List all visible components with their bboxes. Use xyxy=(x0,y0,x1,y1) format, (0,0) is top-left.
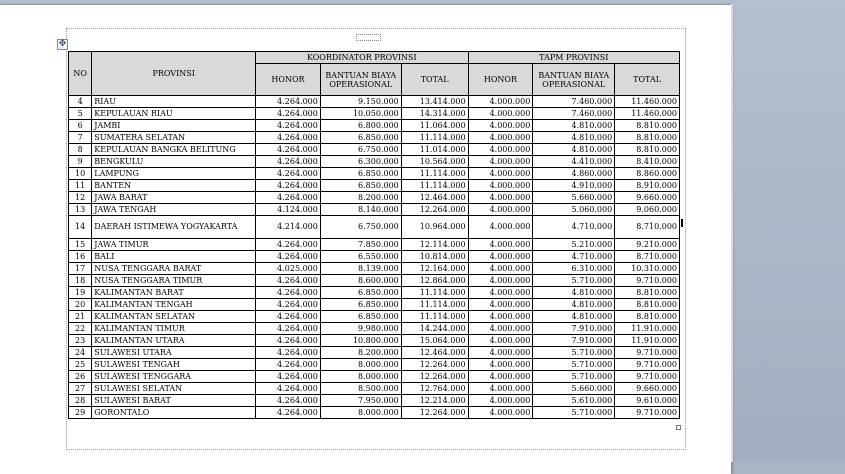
cell-total1[interactable]: 14.314.000 xyxy=(401,108,468,120)
cell-honor2[interactable]: 4.000.000 xyxy=(468,347,533,359)
cell-no[interactable]: 28 xyxy=(69,395,92,407)
table-row xyxy=(69,251,680,263)
table-move-handle-icon[interactable]: ✥ xyxy=(58,39,67,49)
cell-bantuan1[interactable]: 6.800.000 xyxy=(320,120,401,132)
cell-no[interactable]: 4 xyxy=(69,96,92,108)
cell-bantuan2[interactable]: 4.810.000 xyxy=(533,132,615,144)
cell-no[interactable]: 8 xyxy=(69,144,92,156)
cell-honor1[interactable]: 4.264.000 xyxy=(256,96,321,108)
cell-provinsi[interactable]: BALI xyxy=(92,251,256,263)
table-row xyxy=(69,132,680,144)
cell-bantuan1[interactable]: 7.850.000 xyxy=(320,239,401,251)
cell-no[interactable]: 20 xyxy=(69,299,92,311)
cell-honor2[interactable]: 4.000.000 xyxy=(468,204,533,216)
cell-honor1[interactable]: 4.264.000 xyxy=(256,359,321,371)
cell-provinsi[interactable]: SULAWESI UTARA xyxy=(92,347,256,359)
cell-bantuan2[interactable]: 4.410.000 xyxy=(533,156,615,168)
cell-honor1[interactable]: 4.264.000 xyxy=(256,144,321,156)
cell-total1[interactable]: 14.244.000 xyxy=(401,323,468,335)
cell-honor1[interactable]: 4.025.000 xyxy=(256,263,321,275)
cell-provinsi[interactable]: JAWA BARAT xyxy=(92,192,256,204)
cell-honor1[interactable]: 4.264.000 xyxy=(256,407,321,419)
cell-provinsi[interactable]: JAWA TIMUR xyxy=(92,239,256,251)
table-row xyxy=(69,383,680,395)
table-row xyxy=(69,275,680,287)
cell-bantuan1[interactable]: 8.000.000 xyxy=(320,407,401,419)
cell-honor2[interactable]: 4.000.000 xyxy=(468,299,533,311)
cell-no[interactable]: 10 xyxy=(69,168,92,180)
cell-honor2[interactable]: 4.000.000 xyxy=(468,120,533,132)
cell-bantuan1[interactable]: 8.600.000 xyxy=(320,275,401,287)
cell-provinsi[interactable]: BENGKULU xyxy=(92,156,256,168)
table-row xyxy=(69,323,680,335)
cell-bantuan1[interactable]: 6.850.000 xyxy=(320,180,401,192)
cell-total1[interactable]: 12.264.000 xyxy=(401,359,468,371)
cell-total2[interactable]: 8.810.000 xyxy=(615,120,680,132)
cell-no[interactable]: 26 xyxy=(69,371,92,383)
cell-honor2[interactable]: 4.000.000 xyxy=(468,216,533,239)
cell-bantuan1[interactable]: 9.980.000 xyxy=(320,323,401,335)
cell-total1[interactable]: 12.264.000 xyxy=(401,371,468,383)
cell-honor2[interactable]: 4.000.000 xyxy=(468,132,533,144)
cell-honor1[interactable]: 4.264.000 xyxy=(256,335,321,347)
table-row xyxy=(69,407,680,419)
cell-provinsi[interactable]: KALIMANTAN TENGAH xyxy=(92,299,256,311)
cell-honor1[interactable]: 4.264.000 xyxy=(256,108,321,120)
cell-bantuan2[interactable]: 7.460.000 xyxy=(533,108,615,120)
cell-provinsi[interactable]: KALIMANTAN UTARA xyxy=(92,335,256,347)
cell-provinsi[interactable]: SULAWESI TENGAH xyxy=(92,359,256,371)
cell-bantuan2[interactable]: 5.710.000 xyxy=(533,347,615,359)
cell-honor1[interactable]: 4.264.000 xyxy=(256,323,321,335)
table-row xyxy=(69,335,680,347)
cell-total1[interactable]: 11.114.000 xyxy=(401,180,468,192)
cell-honor2[interactable]: 4.000.000 xyxy=(468,383,533,395)
cell-honor2[interactable]: 4.000.000 xyxy=(468,180,533,192)
cell-honor2[interactable]: 4.000.000 xyxy=(468,395,533,407)
cell-total1[interactable]: 12.264.000 xyxy=(401,407,468,419)
cell-bantuan1[interactable]: 8.000.000 xyxy=(320,359,401,371)
cell-bantuan1[interactable]: 6.850.000 xyxy=(320,299,401,311)
cell-honor2[interactable]: 4.000.000 xyxy=(468,359,533,371)
header-honor-1: HONOR xyxy=(256,64,321,96)
cell-no[interactable]: 21 xyxy=(69,311,92,323)
cell-no[interactable]: 19 xyxy=(69,287,92,299)
cell-total1[interactable]: 11.114.000 xyxy=(401,311,468,323)
table-row xyxy=(69,192,680,204)
cell-bantuan2[interactable]: 5.660.000 xyxy=(533,192,615,204)
cell-no[interactable]: 7 xyxy=(69,132,92,144)
cell-honor2[interactable]: 4.000.000 xyxy=(468,168,533,180)
cell-total1[interactable]: 11.114.000 xyxy=(401,132,468,144)
cell-total2[interactable]: 11.910.000 xyxy=(615,323,680,335)
cell-total1[interactable]: 12.114.000 xyxy=(401,239,468,251)
table-row xyxy=(69,168,680,180)
cell-honor1[interactable]: 4.264.000 xyxy=(256,311,321,323)
cell-honor1[interactable]: 4.264.000 xyxy=(256,383,321,395)
header-tapm-provinsi: TAPM PROVINSI xyxy=(468,52,679,64)
table-row xyxy=(69,263,680,275)
header-total-2: TOTAL xyxy=(615,64,680,96)
cell-no[interactable]: 16 xyxy=(69,251,92,263)
cell-bantuan2[interactable]: 5.610.000 xyxy=(533,395,615,407)
cell-honor1[interactable]: 4.264.000 xyxy=(256,120,321,132)
cell-no[interactable]: 23 xyxy=(69,335,92,347)
cell-bantuan2[interactable]: 4.710.000 xyxy=(533,216,615,239)
cell-bantuan1[interactable]: 8.000.000 xyxy=(320,371,401,383)
cell-bantuan1[interactable]: 8.140.000 xyxy=(320,204,401,216)
cell-provinsi[interactable]: SULAWESI BARAT xyxy=(92,395,256,407)
cell-total1[interactable]: 11.114.000 xyxy=(401,299,468,311)
cell-provinsi[interactable]: JAWA TENGAH xyxy=(92,204,256,216)
cell-bantuan2[interactable]: 5.710.000 xyxy=(533,407,615,419)
cell-bantuan2[interactable]: 7.460.000 xyxy=(533,96,615,108)
cell-total2[interactable]: 11.460.000 xyxy=(615,108,680,120)
cell-provinsi[interactable]: JAMBI xyxy=(92,120,256,132)
cell-total1[interactable]: 11.014.000 xyxy=(401,144,468,156)
cell-provinsi[interactable]: KEPULAUAN RIAU xyxy=(92,108,256,120)
cell-honor1[interactable]: 4.264.000 xyxy=(256,287,321,299)
cell-provinsi[interactable]: DAERAH ISTIMEWA YOGYAKARTA xyxy=(92,216,256,239)
header-provinsi: PROVINSI xyxy=(92,52,256,96)
cell-total2[interactable]: 9.710.000 xyxy=(615,347,680,359)
cell-total2[interactable]: 8.810.000 xyxy=(615,287,680,299)
cell-bantuan2[interactable]: 6.310.000 xyxy=(533,263,615,275)
header-bantuan-1: BANTUAN BIAYA OPERASIONAL xyxy=(320,64,401,96)
cell-provinsi[interactable]: KALIMANTAN SELATAN xyxy=(92,311,256,323)
cell-total2[interactable]: 8.810.000 xyxy=(615,311,680,323)
cell-total1[interactable]: 11.064.000 xyxy=(401,120,468,132)
cell-bantuan1[interactable]: 6.300.000 xyxy=(320,156,401,168)
cell-total2[interactable]: 9.660.000 xyxy=(615,383,680,395)
cell-bantuan2[interactable]: 4.910.000 xyxy=(533,180,615,192)
cell-honor1[interactable]: 4.264.000 xyxy=(256,395,321,407)
cell-bantuan2[interactable]: 5.060.000 xyxy=(533,204,615,216)
cell-honor2[interactable]: 4.000.000 xyxy=(468,108,533,120)
cell-honor1[interactable]: 4.264.000 xyxy=(256,156,321,168)
cell-total2[interactable]: 9.610.000 xyxy=(615,395,680,407)
cell-bantuan1[interactable]: 9.150.000 xyxy=(320,96,401,108)
cell-bantuan2[interactable]: 4.810.000 xyxy=(533,144,615,156)
table-row xyxy=(69,299,680,311)
cell-honor2[interactable]: 4.000.000 xyxy=(468,156,533,168)
cell-bantuan1[interactable]: 6.850.000 xyxy=(320,287,401,299)
cell-bantuan1[interactable]: 7.950.000 xyxy=(320,395,401,407)
cell-total1[interactable]: 13.414.000 xyxy=(401,96,468,108)
page-edge xyxy=(0,4,731,5)
cell-total2[interactable]: 10.310.000 xyxy=(615,263,680,275)
cell-honor2[interactable]: 4.000.000 xyxy=(468,144,533,156)
cell-no[interactable]: 25 xyxy=(69,359,92,371)
cell-bantuan2[interactable]: 5.710.000 xyxy=(533,359,615,371)
cell-total1[interactable]: 12.864.000 xyxy=(401,275,468,287)
cell-honor2[interactable]: 4.000.000 xyxy=(468,311,533,323)
cell-honor1[interactable]: 4.264.000 xyxy=(256,251,321,263)
cell-honor1[interactable]: 4.264.000 xyxy=(256,180,321,192)
table-row xyxy=(69,359,680,371)
cell-total1[interactable]: 12.764.000 xyxy=(401,383,468,395)
table-row xyxy=(69,239,680,251)
cell-no[interactable]: 17 xyxy=(69,263,92,275)
table-row xyxy=(69,204,680,216)
table-row xyxy=(69,216,680,239)
table-row xyxy=(69,144,680,156)
cell-bantuan2[interactable]: 4.710.000 xyxy=(533,251,615,263)
cell-no[interactable]: 5 xyxy=(69,108,92,120)
header-koordinator-provinsi: KOORDINATOR PROVINSI xyxy=(256,52,468,64)
cell-honor1[interactable]: 4.264.000 xyxy=(256,275,321,287)
cell-total1[interactable]: 10.964.000 xyxy=(401,216,468,239)
cell-provinsi[interactable]: NUSA TENGGARA TIMUR xyxy=(92,275,256,287)
cell-bantuan1[interactable]: 8.139.000 xyxy=(320,263,401,275)
cell-no[interactable]: 14 xyxy=(69,216,92,239)
cell-total1[interactable]: 11.114.000 xyxy=(401,287,468,299)
cell-provinsi[interactable]: SUMATERA SELATAN xyxy=(92,132,256,144)
cell-honor1[interactable]: 4.264.000 xyxy=(256,299,321,311)
cell-honor1[interactable]: 4.264.000 xyxy=(256,371,321,383)
cell-bantuan2[interactable]: 4.860.000 xyxy=(533,168,615,180)
table-row xyxy=(69,287,680,299)
cell-total2[interactable]: 9.210.000 xyxy=(615,239,680,251)
cell-honor1[interactable]: 4.264.000 xyxy=(256,192,321,204)
cell-honor2[interactable]: 4.000.000 xyxy=(468,323,533,335)
table-top-handle[interactable] xyxy=(356,34,381,41)
cell-total2[interactable]: 8.810.000 xyxy=(615,144,680,156)
cell-bantuan2[interactable]: 5.210.000 xyxy=(533,239,615,251)
cell-total1[interactable]: 12.214.000 xyxy=(401,395,468,407)
cell-provinsi[interactable]: KALIMANTAN TIMUR xyxy=(92,323,256,335)
cell-total2[interactable]: 8.710.000 xyxy=(615,216,680,239)
header-bantuan-2: BANTUAN BIAYA OPERASIONAL xyxy=(533,64,615,96)
cell-provinsi[interactable]: KALIMANTAN BARAT xyxy=(92,287,256,299)
cell-bantuan1[interactable]: 8.200.000 xyxy=(320,347,401,359)
cell-total2[interactable]: 8.810.000 xyxy=(615,299,680,311)
cell-no[interactable]: 15 xyxy=(69,239,92,251)
cell-provinsi[interactable]: SULAWESI SELATAN xyxy=(92,383,256,395)
table-row xyxy=(69,156,680,168)
cell-bantuan2[interactable]: 5.710.000 xyxy=(533,275,615,287)
table-row xyxy=(69,311,680,323)
cell-no[interactable]: 9 xyxy=(69,156,92,168)
cell-honor1[interactable]: 4.264.000 xyxy=(256,239,321,251)
table-row xyxy=(69,120,680,132)
cell-total2[interactable]: 8.910.000 xyxy=(615,180,680,192)
cell-total2[interactable]: 8.860.000 xyxy=(615,168,680,180)
cell-bantuan2[interactable]: 7.910.000 xyxy=(533,323,615,335)
cell-no[interactable]: 22 xyxy=(69,323,92,335)
cell-bantuan1[interactable]: 8.200.000 xyxy=(320,192,401,204)
cell-bantuan2[interactable]: 4.810.000 xyxy=(533,287,615,299)
cell-bantuan1[interactable]: 6.850.000 xyxy=(320,311,401,323)
cell-honor2[interactable]: 4.000.000 xyxy=(468,275,533,287)
cell-bantuan1[interactable]: 6.550.000 xyxy=(320,251,401,263)
table-body xyxy=(69,96,680,419)
cell-honor2[interactable]: 4.000.000 xyxy=(468,335,533,347)
table-resize-handle[interactable] xyxy=(676,425,681,430)
cell-honor2[interactable]: 4.000.000 xyxy=(468,371,533,383)
cell-no[interactable]: 6 xyxy=(69,120,92,132)
cell-total2[interactable]: 8.410.000 xyxy=(615,156,680,168)
cell-bantuan1[interactable]: 6.750.000 xyxy=(320,144,401,156)
cell-total2[interactable]: 9.710.000 xyxy=(615,371,680,383)
cell-bantuan2[interactable]: 5.660.000 xyxy=(533,383,615,395)
cell-no[interactable]: 12 xyxy=(69,192,92,204)
table-row xyxy=(69,347,680,359)
cell-total2[interactable]: 9.710.000 xyxy=(615,275,680,287)
cell-total2[interactable]: 8.810.000 xyxy=(615,132,680,144)
cell-provinsi[interactable]: NUSA TENGGARA BARAT xyxy=(92,263,256,275)
cell-no[interactable]: 11 xyxy=(69,180,92,192)
cell-total2[interactable]: 9.710.000 xyxy=(615,407,680,419)
cell-provinsi[interactable]: GORONTALO xyxy=(92,407,256,419)
cell-total1[interactable]: 12.164.000 xyxy=(401,263,468,275)
cell-provinsi[interactable]: RIAU xyxy=(92,96,256,108)
table-row xyxy=(69,180,680,192)
cell-total2[interactable]: 9.660.000 xyxy=(615,192,680,204)
table-header xyxy=(69,52,680,96)
cell-provinsi[interactable]: LAMPUNG xyxy=(92,168,256,180)
cell-bantuan1[interactable]: 6.750.000 xyxy=(320,216,401,239)
cell-honor2[interactable]: 4.000.000 xyxy=(468,407,533,419)
cell-honor2[interactable]: 4.000.000 xyxy=(468,96,533,108)
table-row xyxy=(69,96,680,108)
cell-no[interactable]: 29 xyxy=(69,407,92,419)
cell-total1[interactable]: 12.264.000 xyxy=(401,204,468,216)
cell-total1[interactable]: 10.564.000 xyxy=(401,156,468,168)
cell-total1[interactable]: 12.464.000 xyxy=(401,192,468,204)
cell-honor1[interactable]: 4.264.000 xyxy=(256,347,321,359)
cell-total2[interactable]: 8.710.000 xyxy=(615,251,680,263)
cell-total1[interactable]: 12.464.000 xyxy=(401,347,468,359)
cell-no[interactable]: 27 xyxy=(69,383,92,395)
cell-total2[interactable]: 11.460.000 xyxy=(615,96,680,108)
cell-total2[interactable]: 9.710.000 xyxy=(615,359,680,371)
cell-bantuan2[interactable]: 4.810.000 xyxy=(533,299,615,311)
cell-provinsi[interactable]: BANTEN xyxy=(92,180,256,192)
table-row xyxy=(69,371,680,383)
cell-honor1[interactable]: 4.214.000 xyxy=(256,216,321,239)
cell-total2[interactable]: 11.910.000 xyxy=(615,335,680,347)
page-shadow xyxy=(731,4,733,462)
cell-honor2[interactable]: 4.000.000 xyxy=(468,287,533,299)
cell-no[interactable]: 13 xyxy=(69,204,92,216)
header-honor-2: HONOR xyxy=(468,64,533,96)
cell-bantuan1[interactable]: 10.800.000 xyxy=(320,335,401,347)
cell-no[interactable]: 24 xyxy=(69,347,92,359)
cell-honor2[interactable]: 4.000.000 xyxy=(468,251,533,263)
table-row xyxy=(69,395,680,407)
honor-table[interactable] xyxy=(68,51,680,419)
column-resize-marker[interactable] xyxy=(681,219,683,227)
cell-honor1[interactable]: 4.124.000 xyxy=(256,204,321,216)
cell-honor1[interactable]: 4.264.000 xyxy=(256,168,321,180)
cell-honor2[interactable]: 4.000.000 xyxy=(468,239,533,251)
cell-total1[interactable]: 11.114.000 xyxy=(401,168,468,180)
cell-no[interactable]: 18 xyxy=(69,275,92,287)
cell-bantuan1[interactable]: 6.850.000 xyxy=(320,168,401,180)
cell-bantuan1[interactable]: 8.500.000 xyxy=(320,383,401,395)
header-total-1: TOTAL xyxy=(401,64,468,96)
cell-bantuan2[interactable]: 4.810.000 xyxy=(533,120,615,132)
cell-bantuan1[interactable]: 6.850.000 xyxy=(320,132,401,144)
cell-bantuan2[interactable]: 7.910.000 xyxy=(533,335,615,347)
cell-bantuan2[interactable]: 4.810.000 xyxy=(533,311,615,323)
cell-honor2[interactable]: 4.000.000 xyxy=(468,192,533,204)
cell-honor1[interactable]: 4.264.000 xyxy=(256,132,321,144)
cell-provinsi[interactable]: SULAWESI TENGGARA xyxy=(92,371,256,383)
cell-honor2[interactable]: 4.000.000 xyxy=(468,263,533,275)
cell-bantuan2[interactable]: 5.710.000 xyxy=(533,371,615,383)
header-no: NO xyxy=(69,52,92,96)
cell-bantuan1[interactable]: 10.050.000 xyxy=(320,108,401,120)
cell-total2[interactable]: 9.060.000 xyxy=(615,204,680,216)
cell-total1[interactable]: 10.814.000 xyxy=(401,251,468,263)
cell-total1[interactable]: 15.064.000 xyxy=(401,335,468,347)
table-row xyxy=(69,108,680,120)
cell-provinsi[interactable]: KEPULAUAN BANGKA BELITUNG xyxy=(92,144,256,156)
